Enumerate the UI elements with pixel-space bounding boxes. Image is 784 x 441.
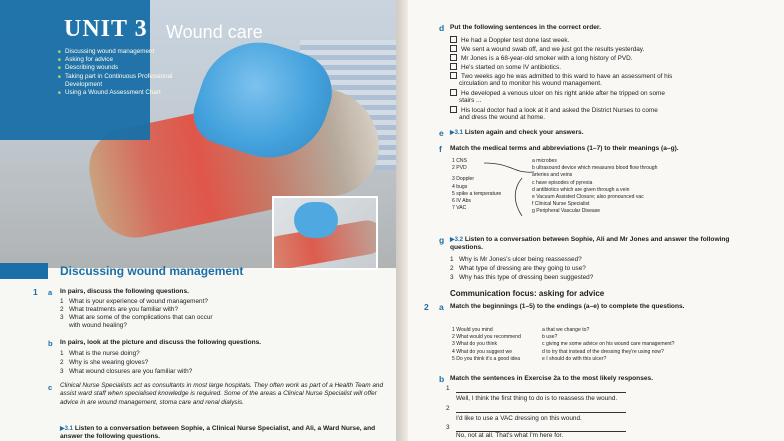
response-number: 1 — [446, 385, 450, 392]
exercise-instruction: Match the sentences in Exercise 2a to the most likely responses. — [450, 375, 654, 382]
audio-instruction — [60, 425, 390, 441]
exercise-number: 1 — [33, 287, 38, 297]
response-number: 2 — [446, 405, 450, 412]
ending-item: b use? — [542, 334, 558, 341]
answer-blank[interactable] — [456, 386, 626, 393]
ending-item: e I should do with this ulcer? — [542, 355, 607, 362]
play-audio-icon[interactable]: ▶ — [60, 426, 65, 432]
exercise-instruction: In pairs, look at the picture and discuss the following questions. — [60, 339, 262, 346]
ending-item: d to try that instead of the dressing they're using now? — [542, 348, 664, 355]
exercise-letter: f — [439, 144, 442, 154]
audio-track: 3.1 — [64, 426, 73, 432]
response-item — [446, 424, 626, 432]
beginning-item: 3 What do you think — [452, 341, 498, 348]
question-number: 2 — [60, 306, 64, 313]
response-item — [446, 405, 626, 413]
exercise-letter: d — [439, 23, 445, 33]
question-line — [450, 256, 582, 264]
order-text-continued: circulation and to monitor his wound management. — [459, 80, 602, 87]
objective-item: ■ Asking for advice — [58, 56, 178, 64]
answer-blank[interactable] — [456, 425, 626, 432]
order-text: We sent a wound swab off, and we just got the results yesterday. — [461, 46, 645, 53]
order-text: He had a Doppler test done last week. — [461, 37, 570, 44]
beginning-item: 2 What would you recommend — [452, 334, 521, 341]
exercise-letter: e — [439, 128, 444, 138]
question-line — [60, 314, 213, 322]
question-line — [60, 368, 192, 376]
question-number: 1 — [60, 298, 64, 305]
order-item — [450, 45, 644, 54]
question-text: What type of dressing are they going to use? — [459, 265, 586, 272]
meaning-item: b ultrasound device which measures blood flow through — [532, 165, 658, 172]
audio-track: 3.2 — [454, 237, 463, 243]
ending-item: a that we change to? — [542, 327, 590, 333]
response-text: No, not at all. That's what I'm here for. — [456, 432, 564, 439]
beginning-item: 4 What do you suggest we — [452, 348, 513, 355]
order-text: He's started on some IV antibiotics. — [461, 64, 561, 71]
exercise-letter: b — [439, 374, 445, 384]
audio-track: 3.1 — [454, 130, 463, 136]
term-item: 2 PVD — [452, 165, 467, 172]
term-item: 4 bugs — [452, 183, 468, 190]
question-text: What is your experience of wound management? — [69, 298, 208, 305]
order-text: His local doctor had a look at it and asked the District Nurses to come — [461, 107, 658, 114]
question-number: 1 — [450, 256, 454, 263]
order-text: Two weeks ago he was admitted to this ward to have an assessment of his — [461, 73, 673, 80]
meaning-item: c have episodes of pyrexia — [532, 179, 593, 186]
question-number: 3 — [60, 368, 64, 375]
endings-column — [542, 327, 675, 363]
objective-item: ■ Discussing wound management — [58, 48, 178, 56]
order-checkbox[interactable] — [450, 106, 457, 113]
meaning-item: e Vacuum Assisted Closure; also pronounced vac — [532, 194, 644, 201]
term-item: 6 IV Abs — [452, 198, 471, 205]
audio-instruction-text: Listen to a conversation between Sophie, a Clinical Nurse Specialist, and Ali, a Ward Nurse, and answer the following questions. — [60, 425, 376, 440]
objective-item: ■ Describing wounds — [58, 64, 178, 72]
meaning-item: f Clinical Nurse Specialist — [532, 201, 590, 208]
response-item — [446, 385, 626, 393]
question-line — [60, 322, 127, 330]
book-gutter — [396, 0, 408, 441]
order-text-continued: and dress the wound at home. — [459, 114, 545, 121]
objective-item: ■ Taking part in Continuous Professional Development — [58, 73, 178, 89]
question-text: Why is she wearing gloves? — [69, 359, 149, 366]
section-heading: Discussing wound management — [60, 264, 244, 278]
objective-item: ■ Using a Wound Assessment Chart — [58, 89, 178, 97]
unit-objectives — [58, 48, 178, 97]
exercise-instruction: In pairs, discuss the following questions. — [60, 288, 189, 295]
unit-label: UNIT 3 — [64, 16, 148, 42]
question-text: with wound healing? — [69, 322, 127, 329]
play-audio-icon[interactable]: ▶ — [450, 237, 455, 243]
section-bar — [0, 263, 48, 279]
order-checkbox[interactable] — [450, 89, 457, 96]
question-line — [60, 298, 208, 306]
meaning-column — [532, 158, 657, 216]
audio-instruction — [450, 236, 740, 252]
order-item — [450, 63, 561, 72]
question-line — [60, 350, 140, 358]
order-item — [450, 54, 633, 63]
term-item: 7 VAC — [452, 205, 467, 212]
question-line — [60, 359, 148, 367]
beginning-item: 1 Would you mind — [452, 327, 493, 333]
question-text: What wound closures are you familiar with? — [69, 368, 193, 375]
order-checkbox[interactable] — [450, 54, 457, 61]
inset-glove — [294, 202, 338, 238]
right-page — [408, 0, 784, 441]
audio-instruction-text: Listen to a conversation between Sophie, Ali and Mr Jones and answer the following questions. — [450, 236, 730, 251]
exercise-number: 2 — [424, 302, 429, 312]
question-number: 3 — [60, 314, 64, 321]
question-line — [450, 274, 593, 282]
response-text: I'd like to use a VAC dressing on this wound. — [456, 415, 582, 422]
unit-title: Wound care — [166, 22, 263, 42]
exercise-instruction: Match the beginnings (1–5) to the endings (a–e) to complete the questions. — [450, 303, 685, 310]
exercise-letter: b — [48, 339, 53, 348]
question-number: 2 — [60, 359, 64, 366]
term-item: 1 CNS — [452, 158, 468, 164]
exercise-letter: a — [439, 302, 444, 312]
order-checkbox[interactable] — [450, 45, 457, 52]
meaning-item: d antibiotics which are given through a vein — [532, 186, 630, 193]
question-number: 2 — [450, 265, 454, 272]
question-number: 1 — [60, 350, 64, 357]
order-text: He developed a venous ulcer on his right ankle after he tripped on some — [461, 90, 665, 97]
question-text: What are some of the complications that can occur — [69, 314, 213, 321]
exercise-letter: a — [48, 288, 53, 297]
order-checkbox[interactable] — [450, 72, 457, 79]
play-audio-icon[interactable]: ▶ — [450, 130, 455, 136]
inset-photo — [272, 196, 378, 270]
order-item — [450, 36, 569, 45]
audio-instruction-text: Listen again and check your answers. — [464, 129, 584, 136]
order-text-continued: stairs ... — [459, 97, 482, 104]
response-number: 3 — [446, 424, 450, 431]
answer-blank[interactable] — [456, 406, 626, 413]
beginning-item: 5 Do you think it's a good idea — [452, 355, 521, 362]
meaning-item: g Peripheral Vascular Disease — [532, 208, 601, 215]
question-line — [60, 306, 178, 314]
term-item: 5 spike a temperature — [452, 190, 502, 197]
meaning-item: a microbes — [532, 158, 557, 164]
meaning-item: arteries and veins — [532, 172, 573, 179]
paragraph-text: Clinical Nurse Specialists act as consultants in most large hospitals. They often work as part of a Health Team and assist ward staff when specialised knowledge is required. Some of the areas a Clinical Nurse Specialist will offer advice in are wound management, stoma care and renal dialysis. — [60, 382, 384, 406]
communication-focus-heading: Communication focus: asking for advice — [450, 289, 605, 298]
order-checkbox[interactable] — [450, 36, 457, 43]
term-item: 3 Doppler — [452, 176, 475, 183]
question-text: What is the nurse doing? — [69, 350, 140, 357]
exercise-letter: c — [48, 383, 53, 392]
beginnings-column — [452, 327, 521, 363]
exercise-instruction: Match the medical terms and abbreviations (1–7) to their meanings (a–g). — [450, 145, 679, 152]
exercise-instruction: Put the following sentences in the correct order. — [450, 24, 601, 31]
question-line — [450, 265, 586, 273]
audio-instruction — [450, 129, 584, 137]
ending-item: c giving me some advice on his wound care management? — [542, 341, 675, 348]
question-text: Why has this type of dressing been suggested? — [459, 274, 594, 281]
order-item — [450, 89, 665, 98]
exercise-letter: g — [439, 235, 445, 245]
question-text: What treatments are you familiar with? — [69, 306, 179, 313]
order-text: Mr Jones is a 68-year-old smoker with a long history of PVD. — [461, 55, 633, 62]
question-text: Why is Mr Jones's ulcer being reassessed? — [459, 256, 582, 263]
order-checkbox[interactable] — [450, 63, 457, 70]
response-text: Well, I think the first thing to do is to reassess the wound. — [456, 395, 618, 402]
question-number: 3 — [450, 274, 454, 281]
